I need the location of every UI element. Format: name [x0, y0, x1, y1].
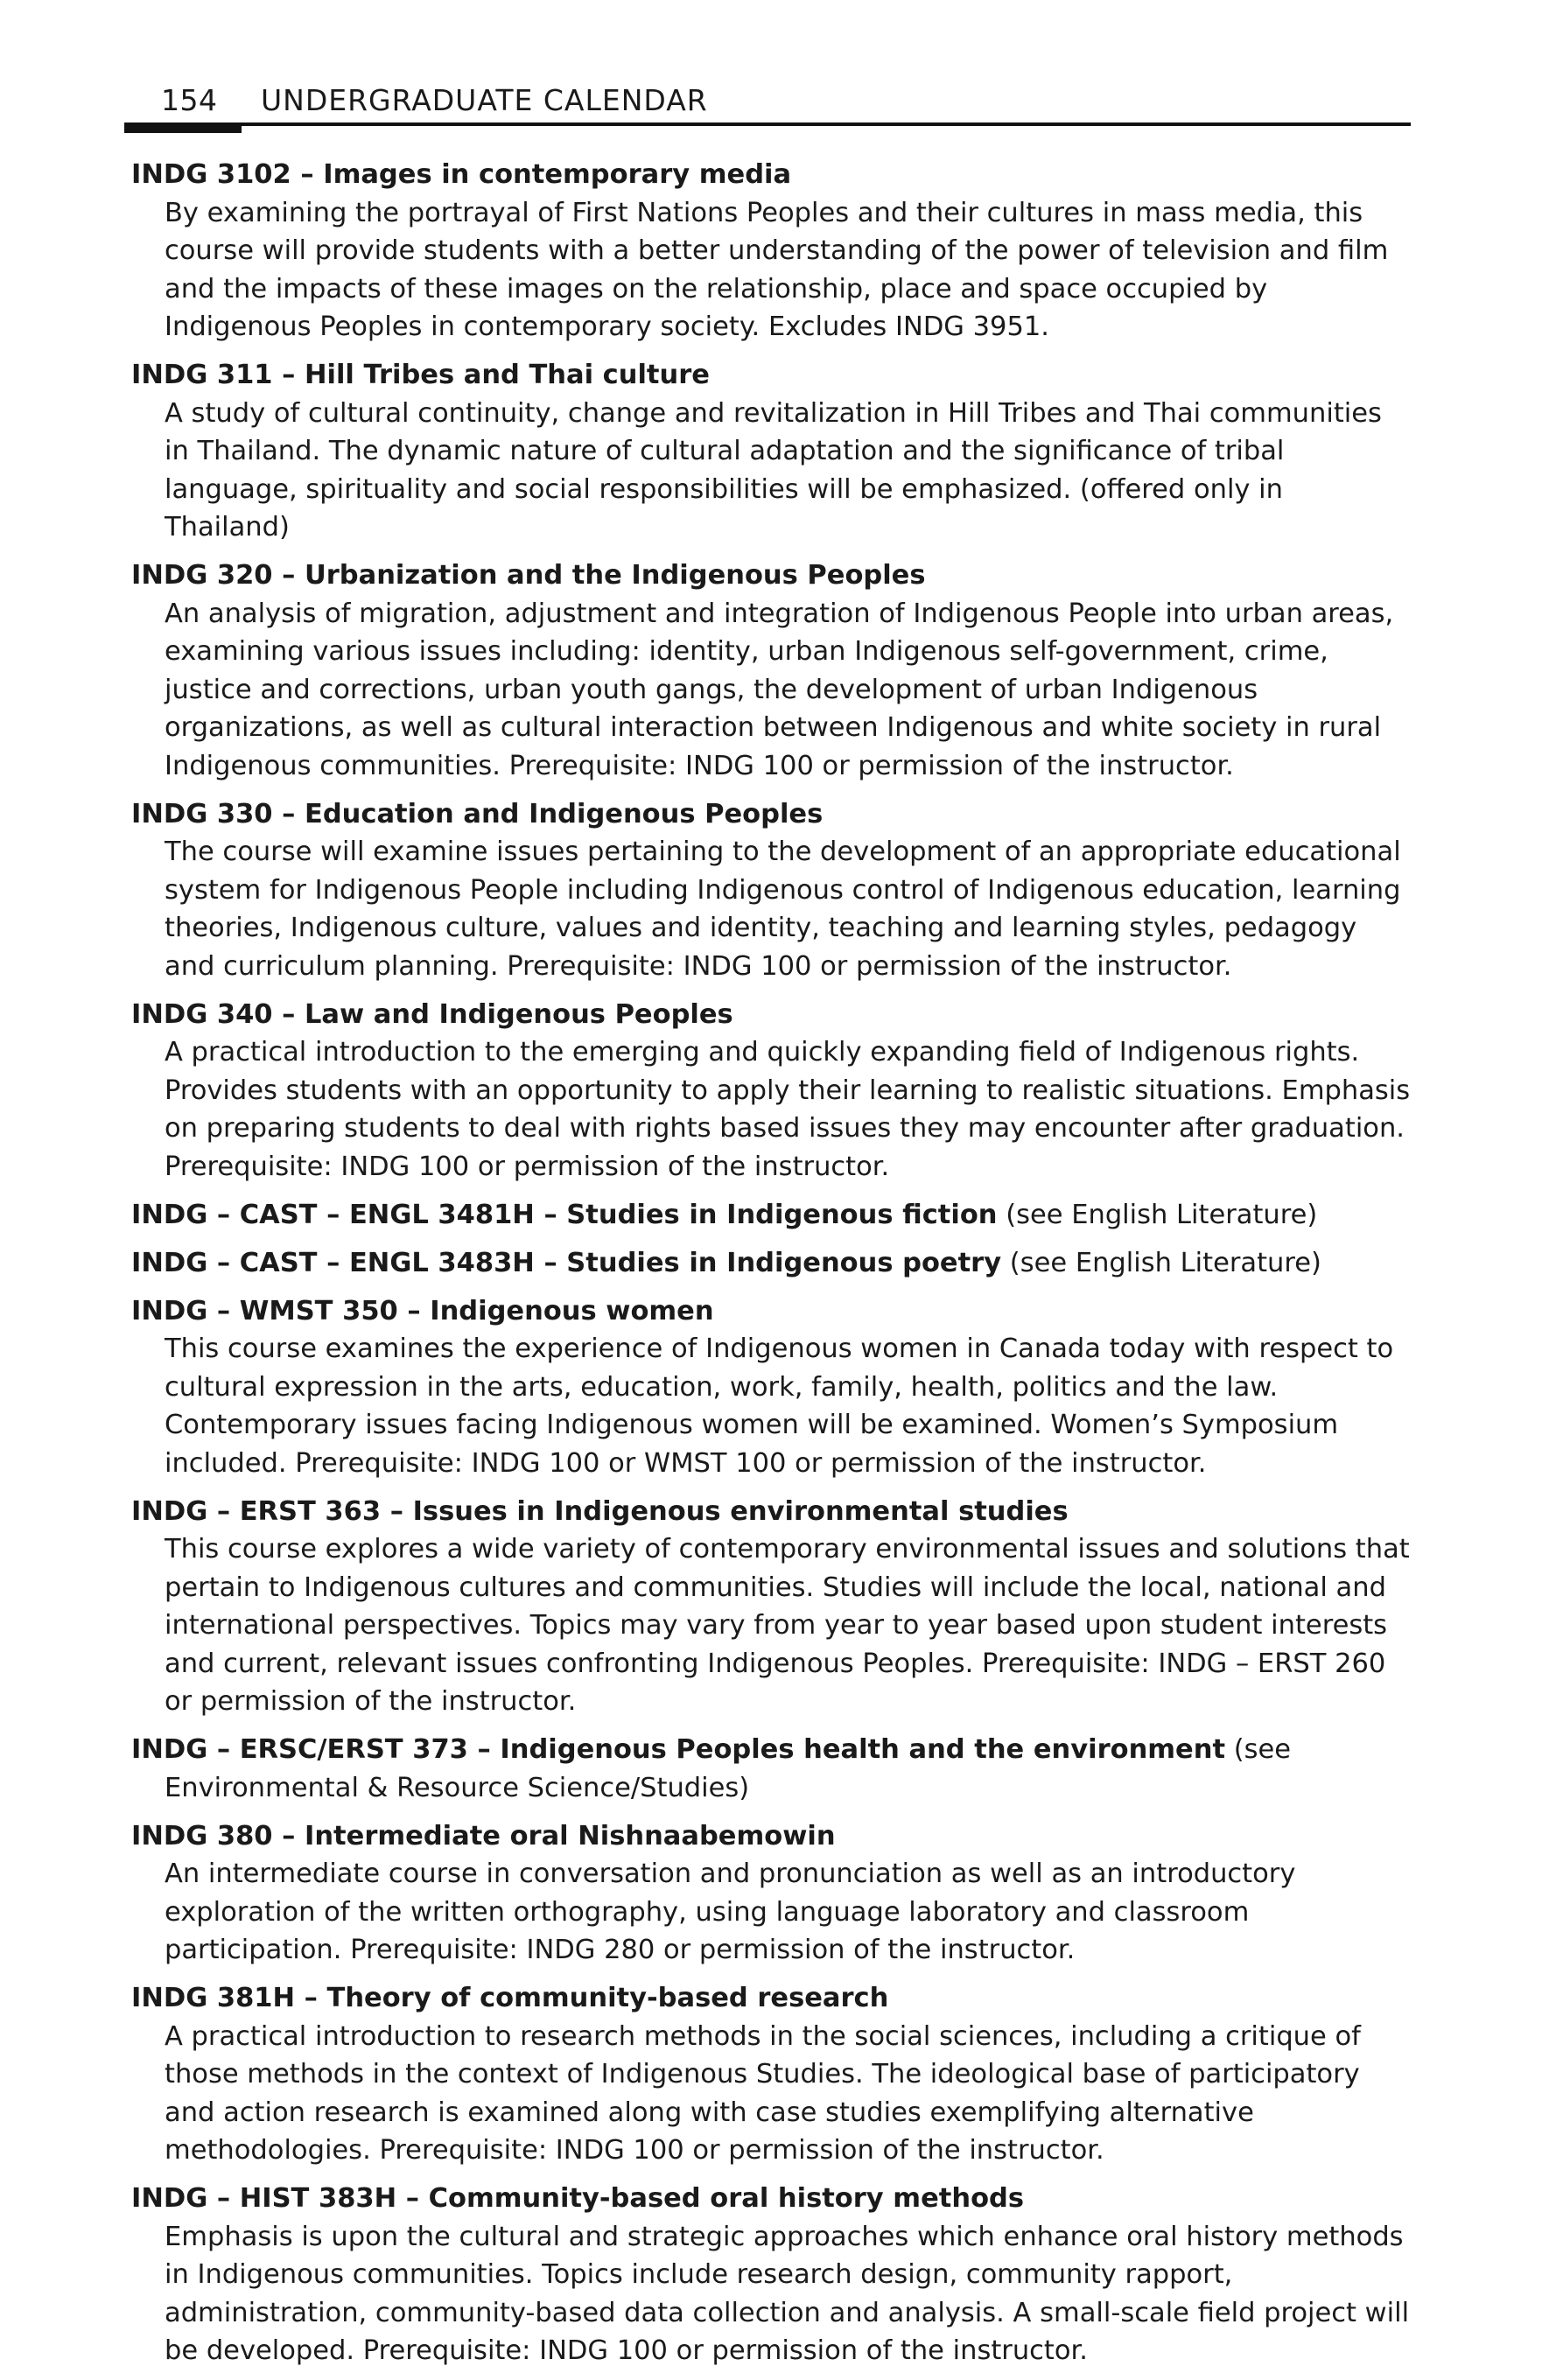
course-heading [131, 1731, 1413, 1807]
page-header [124, 82, 1411, 133]
course-entry [131, 1979, 1413, 2170]
header-tab-bar [124, 122, 242, 133]
course-heading [131, 356, 1413, 395]
course-description: A study of cultural continuity, change and revitalization in Hill Tribes and Thai communities in Thailand. The dynamic nature of cultural adaptation and the significance of tribal language, spirituality and social responsibilities will be emphasized. (offered only in Thailand) [165, 397, 1382, 542]
course-heading [131, 2180, 1413, 2218]
course-title: INDG – ERSC/ERST 373 – Indigenous Peoples health and the environment [131, 1734, 1226, 1765]
course-heading [131, 1244, 1413, 1283]
course-entry [131, 356, 1413, 547]
course-entry [131, 156, 1413, 346]
course-description: An analysis of migration, adjustment and integration of Indigenous People into urban areas, examining various issues including: identity, urban Indigenous self-government, crime, justice and corrections, urban youth gangs, the development of urban Indigenous organizations, as well as cultural interaction between Indigenous and white society in rural Indigenous communities. Prerequisite: INDG 100 or permission of the instructor. [165, 598, 1394, 781]
running-header-title: UNDERGRADUATE CALENDAR [261, 83, 708, 117]
course-title: INDG – HIST 383H – Community-based oral history methods [131, 2183, 1025, 2214]
course-heading [131, 1817, 1413, 1856]
course-title: INDG 340 – Law and Indigenous Peoples [131, 998, 733, 1030]
course-heading [131, 996, 1413, 1034]
course-note: (see Environmental & Resource Science/Studies) [165, 1734, 1292, 1803]
course-heading [131, 156, 1413, 194]
course-title: INDG – CAST – ENGL 3483H – Studies in Indigenous poetry [131, 1247, 1002, 1278]
course-heading [131, 1979, 1413, 2018]
course-heading [131, 795, 1413, 834]
course-description: A practical introduction to research methods in the social sciences, including a critique of those methods in the context of Indigenous Studies. The ideological base of participatory and action research is examined along with case studies exemplifying alternative methodologies. Prerequisite: INDG 100 or permission of the instructor. [165, 2020, 1361, 2166]
course-title: INDG 311 – Hill Tribes and Thai culture [131, 360, 710, 390]
course-title: INDG 3102 – Images in contemporary media [131, 159, 792, 190]
course-heading [131, 1493, 1413, 1531]
course-entry [131, 1292, 1413, 1483]
course-entry [131, 556, 1413, 785]
course-entry [131, 1493, 1413, 1721]
course-entry [131, 1196, 1413, 1235]
course-title: INDG 320 – Urbanization and the Indigenous Peoples [131, 560, 926, 591]
course-title: INDG – ERST 363 – Issues in Indigenous environmental studies [131, 1495, 1069, 1527]
course-title: INDG – WMST 350 – Indigenous women [131, 1295, 714, 1326]
course-description: The course will examine issues pertaining to the development of an appropriate educational system for Indigenous People including Indigenous control of Indigenous education, learning theories, Indigenous culture, values and identity, teaching and learning styles, pedagogy and curriculum planning. Prerequisite: INDG 100 or permission of the instructor. [165, 836, 1401, 982]
course-note: (see English Literature) [1001, 1247, 1321, 1278]
course-description: A practical introduction to the emerging and quickly expanding field of Indigenous rights. Provides students with an opportunity to apply their learning to realistic situations. Emphasis on preparing students to deal with rights based issues they may encounter after graduation. Prerequisite: INDG 100 or permission of the instructor. [165, 1037, 1411, 1182]
course-note: (see English Literature) [997, 1199, 1318, 1230]
course-entry [131, 996, 1413, 1186]
course-entry [131, 1244, 1413, 1283]
course-entry [131, 2180, 1413, 2370]
course-heading [131, 556, 1413, 595]
course-entry [131, 795, 1413, 986]
course-listing [131, 156, 1413, 2380]
course-description: By examining the portrayal of First Nations Peoples and their cultures in mass media, this course will provide students with a better understanding of the power of television and film and the impacts of these images on the relationship, place and space occupied by Indigenous Peoples in contemporary society. Excludes INDG 3951. [165, 197, 1389, 342]
course-title: INDG – CAST – ENGL 3481H – Studies in Indigenous fiction [131, 1199, 998, 1230]
course-description: An intermediate course in conversation and pronunciation as well as an introductory exploration of the written orthography, using language laboratory and classroom participation. Prerequisite: INDG 280 or permission of the instructor. [165, 1858, 1296, 1965]
course-title: INDG 381H – Theory of community-based research [131, 1983, 889, 2013]
course-description: Emphasis is upon the cultural and strategic approaches which enhance oral history methods in Indigenous communities. Topics include research design, community rapport, administration, community-based data collection and analysis. A small-scale field project will be developed. Prerequisite: INDG 100 or permission of the instructor. [165, 2221, 1410, 2366]
course-description: This course explores a wide variety of contemporary environmental issues and solutions that pertain to Indigenous cultures and communities. Studies will include the local, national and international perspectives. Topics may vary from year to year based upon student interests and current, relevant issues confronting Indigenous Peoples. Prerequisite: INDG – ERST 260 or permission of the instructor. [165, 1534, 1410, 1717]
header-rule [124, 122, 1411, 126]
course-entry [131, 1817, 1413, 1970]
course-title: INDG 380 – Intermediate oral Nishnaabemowin [131, 1820, 836, 1852]
page-number: 154 [161, 83, 218, 117]
course-entry [131, 1731, 1413, 1807]
course-heading [131, 1292, 1413, 1331]
course-description: This course examines the experience of Indigenous women in Canada today with respect to cultural expression in the arts, education, work, family, health, politics and the law. Contemporary issues facing Indigenous women will be examined. Women’s Symposium included. Prerequisite: INDG 100 or WMST 100 or permission of the instructor. [165, 1334, 1394, 1479]
course-heading [131, 1196, 1413, 1235]
course-title: INDG 330 – Education and Indigenous Peoples [131, 798, 824, 830]
